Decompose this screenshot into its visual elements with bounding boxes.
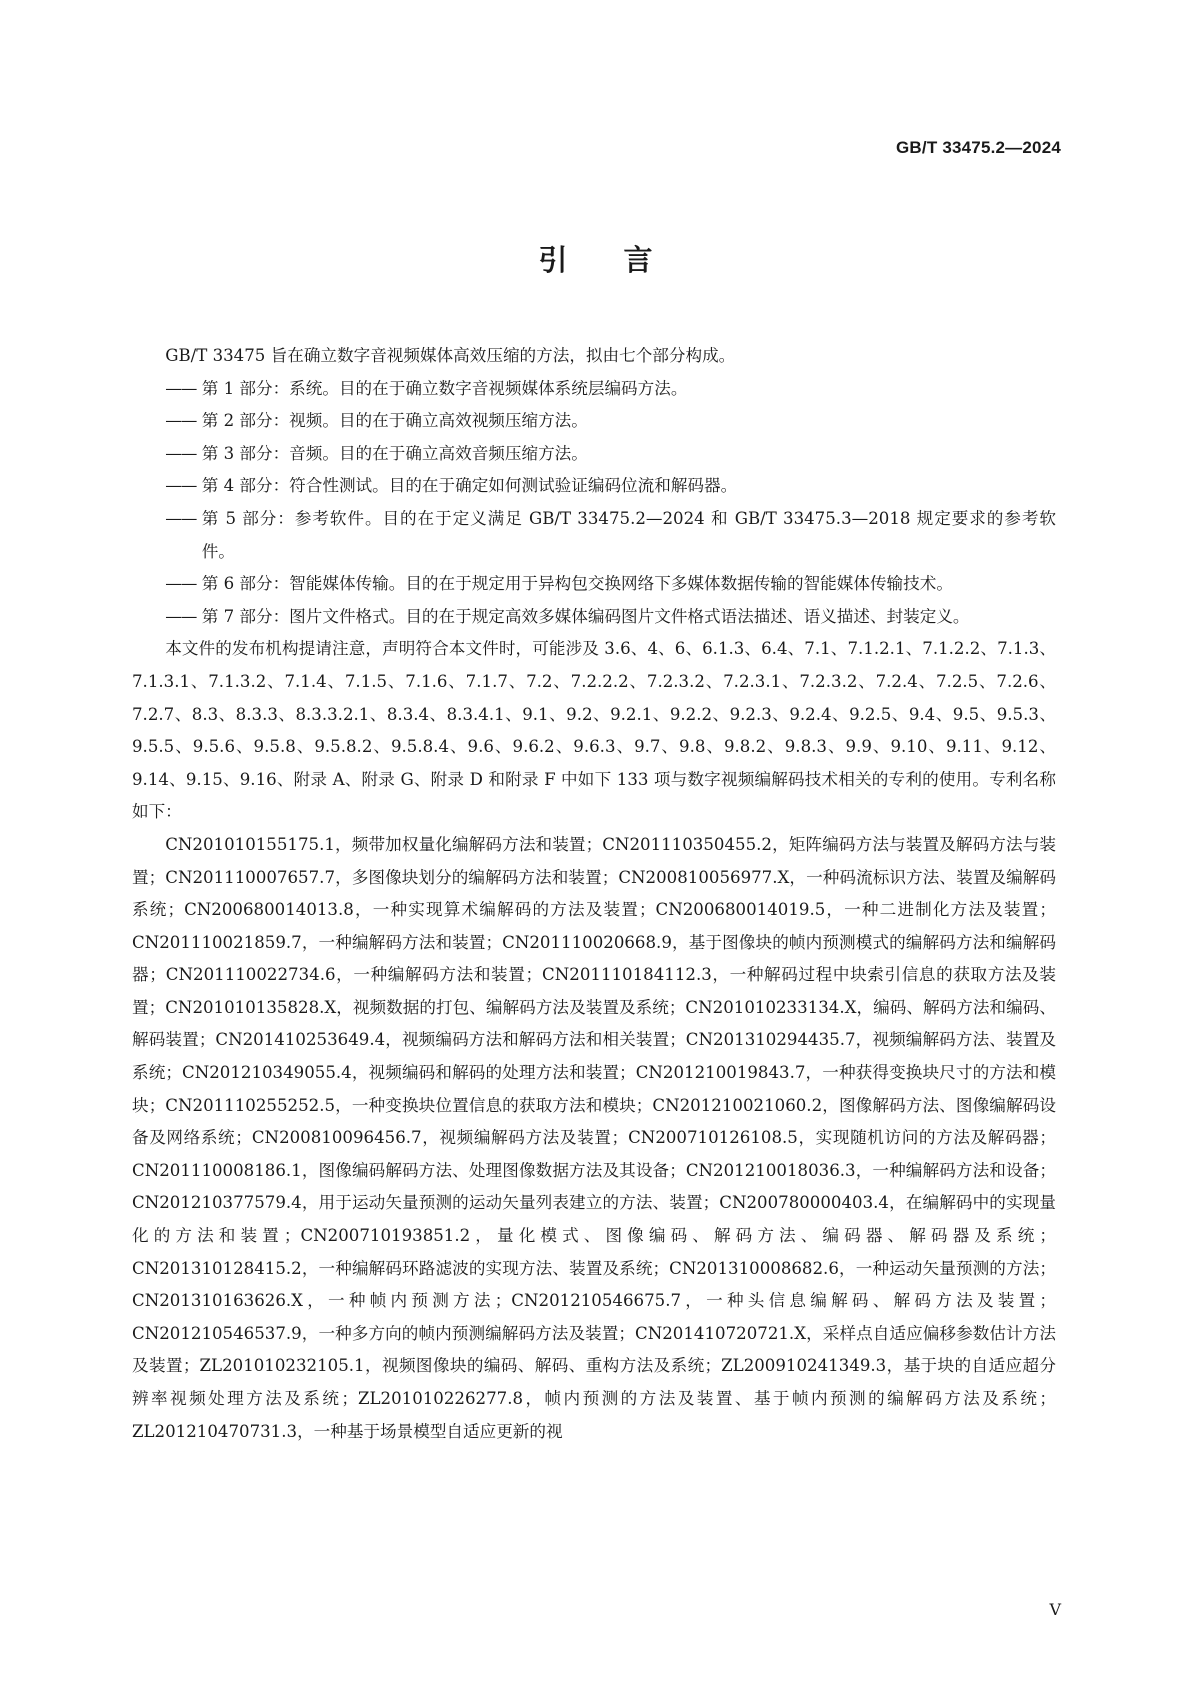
list-item — [132, 503, 1056, 568]
list-item — [132, 601, 1056, 634]
patent-notice-paragraph: 本文件的发布机构提请注意，声明符合本文件时，可能涉及 3.6、4、6、6.1.3、6.4、7.1、7.1.2.1、7.1.2.2、7.1.3、7.1.3.1、7.1.3.2、7.1.4、7.1.5、7.1.6、7.1.7、7.2、7.2.2.2、7.2.3.2、7.2.3.1、7.2.3.2、7.2.4、7.2.5、7.2.6、7.2.7、8.3、8.3.3、8.3.3.2.1、8.3.4、8.3.4.1、9.1、9.2、9.2.1、9.2.2、9.2.3、9.2.4、9.2.5、9.4、9.5、9.5.3、9.5.5、9.5.6、9.5.8、9.5.8.2、9.5.8.4、9.6、9.6.2、9.6.3、9.7、9.8、9.8.2、9.8.3、9.9、9.10、9.11、9.12、9.14、9.15、9.16、附录 A、附录 G、附录 D 和附录 F 中如下 133 项与数字视频编解码技术相关的专利的使用。专利名称如下： — [132, 639, 1056, 822]
list-item-text: 第 1 部分：系统。目的在于确立数字音视频媒体系统层编码方法。 — [201, 378, 688, 398]
list-dash: —— — [165, 411, 197, 431]
list-dash: —— — [165, 443, 197, 463]
list-item-text: 第 3 部分：音频。目的在于确立高效音频压缩方法。 — [201, 443, 588, 463]
page-number: V — [1049, 1600, 1061, 1619]
list-item — [132, 470, 1056, 503]
list-item — [132, 405, 1056, 438]
patent-list-paragraph: CN201010155175.1，频带加权量化编解码方法和装置；CN201110350455.2，矩阵编码方法与装置及解码方法与装置；CN201110007657.7，多图像块划分的编解码方法和装置；CN200810056977.X，一种码流标识方法、装置及编解码系统；CN200680014013.8，一种实现算术编解码的方法及装置；CN200680014019.5，一种二进制化方法及装置；CN201110021859.7，一种编解码方法和装置；CN201110020668.9，基于图像块的帧内预测模式的编解码方法和编解码器；CN201110022734.6，一种编解码方法和装置；CN201110184112.3，一种解码过程中块索引信息的获取方法及装置；CN201010135828.X，视频数据的打包、编解码方法及装置及系统；CN201010233134.X，编码、解码方法和编码、解码装置；CN201410253649.4，视频编码方法和解码方法和相关装置；CN201310294435.7，视频编解码方法、装置及系统；CN201210349055.4，视频编码和解码的处理方法和装置；CN201210019843.7，一种获得变换块尺寸的方法和模块；CN201110255252.5，一种变换块位置信息的获取方法和模块；CN201210021060.2，图像解码方法、图像编解码设备及网络系统；CN200810096456.7，视频编解码方法及装置；CN200710126108.5，实现随机访问的方法及解码器；CN201110008186.1，图像编码解码方法、处理图像数据方法及其设备；CN201210018036.3，一种编解码方法和设备；CN201210377579.4，用于运动矢量预测的运动矢量列表建立的方法、装置；CN200780000403.4，在编解码中的实现量化的方法和装置；CN200710193851.2，量化模式、图像编码、解码方法、编码器、解码器及系统；CN201310128415.2，一种编解码环路滤波的实现方法、装置及系统；CN201310008682.6，一种运动矢量预测的方法；CN201310163626.X，一种帧内预测方法；CN201210546675.7，一种头信息编解码、解码方法及装置；CN201210546537.9，一种多方向的帧内预测编解码方法及装置；CN201410720721.X，采样点自适应偏移参数估计方法及装置；ZL201010232105.1，视频图像块的编码、解码、重构方法及系统；ZL200910241349.3，基于块的自适应超分辨率视频处理方法及系统；ZL201010226277.8，帧内预测的方法及装置、基于帧内预测的编解码方法及系统；ZL201210470731.3，一种基于场景模型自适应更新的视 — [132, 834, 1056, 1441]
list-dash: —— — [165, 574, 197, 594]
list-item — [132, 438, 1056, 471]
list-dash: —— — [165, 508, 197, 528]
page-title: 引言 — [538, 243, 709, 277]
list-dash: —— — [165, 476, 197, 496]
list-item-text: 第 7 部分：图片文件格式。目的在于规定高效多媒体编码图片文件格式语法描述、语义描述、封装定义。 — [201, 606, 970, 626]
list-item — [132, 568, 1056, 601]
list-item-text: 第 2 部分：视频。目的在于确立高效视频压缩方法。 — [201, 411, 588, 431]
list-dash: —— — [165, 378, 197, 398]
document-body — [132, 340, 1056, 1448]
list-item-text: 第 6 部分：智能媒体传输。目的在于规定用于异构包交换网络下多媒体数据传输的智能媒体传输技术。 — [201, 574, 953, 594]
standard-id: GB/T 33475.2—2024 — [896, 138, 1061, 157]
list-dash: —— — [165, 606, 197, 626]
intro-paragraph: GB/T 33475 旨在确立数字音视频媒体高效压缩的方法，拟由七个部分构成。 — [165, 346, 736, 365]
list-item-text: 第 5 部分：参考软件。目的在于定义满足 GB/T 33475.2—2024 和 GB/T 33475.3—2018 规定要求的参考软件。 — [201, 508, 1056, 561]
list-item-text: 第 4 部分：符合性测试。目的在于确定如何测试验证编码位流和解码器。 — [201, 476, 738, 496]
list-item — [132, 373, 1056, 406]
